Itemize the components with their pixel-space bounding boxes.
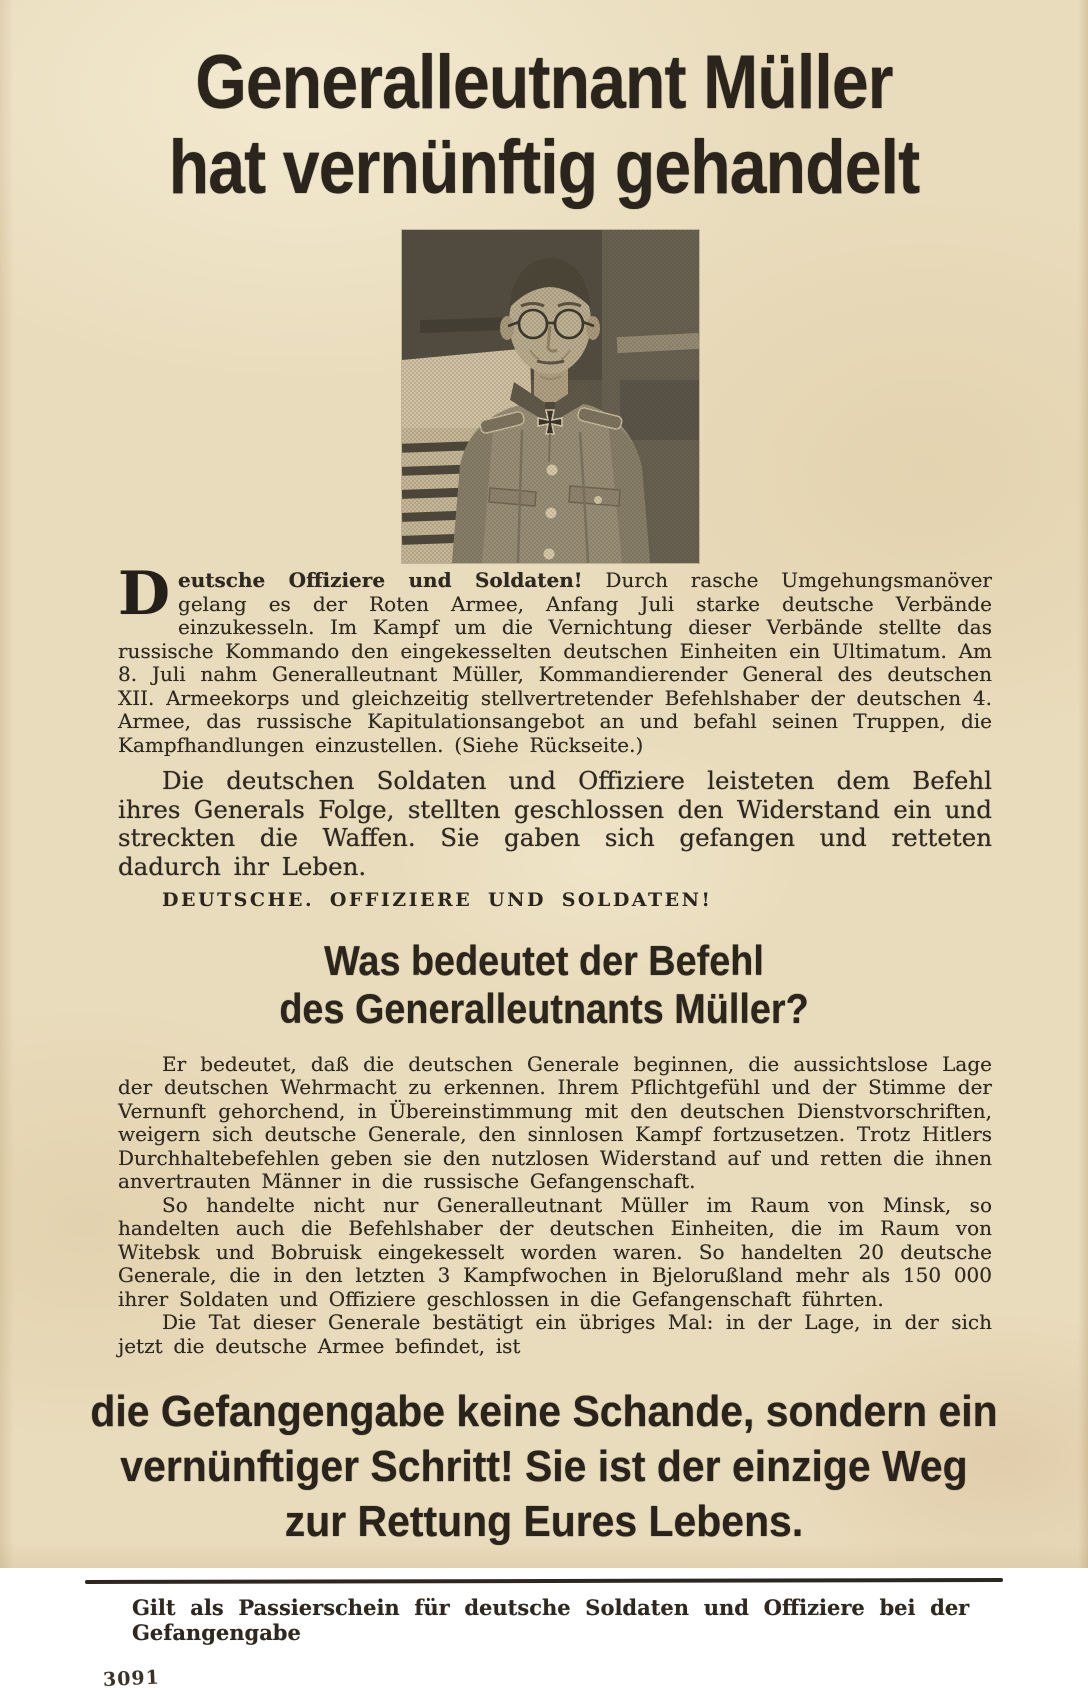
section-heading-line2: des Generalleutnants Müller? xyxy=(279,985,809,1033)
footer-divider-rule xyxy=(85,1579,1003,1585)
mueller-portrait-photo xyxy=(402,230,699,563)
body-text-column-2 xyxy=(0,1053,1088,1359)
leaflet-serial-number: 3091 xyxy=(102,1666,161,1691)
paragraph-other-generals: So handelte nicht nur Generalleutnant Müller im Raum von Minsk, so handelten auch die Befehlshaber der deutschen Einheiten, die im Raum von Witebsk und Bobruisk eingekesselt worden waren. So handelten 20 deutsche Generale, die in den letzten 3 Kampfwochen in Bjelorußland mehr als 150 000 ihrer Soldaten und Offiziere geschlossen in die Gefangenschaft führten. xyxy=(118,1192,992,1311)
paragraph-meaning: Er bedeutet, daß die deutschen Generale beginnen, die aussichtslose Lage der deutschen Wehrmacht zu erkennen. Ihrem Pflichtgefühl und der Stimme der Vernunft gehorchend, in Übereinstimmung mit den deutschen Dienstvorschriften, weigern sich deutsche Generale, den sinnlosen Kampf fortzusetzen. Trotz Hitlers Durchhaltebefehlen geben sie den nutzlosen Widerstand auf und retten die ihnen anvertrauten Männer in die russische Gefangenschaft. xyxy=(118,1051,992,1194)
slogan-statement xyxy=(38,1384,1050,1549)
section-heading-line1: Was bedeutet der Befehl xyxy=(324,937,764,985)
callout-address-line: DEUTSCHE. OFFIZIERE UND SOLDATEN! xyxy=(162,889,713,912)
slogan-line1: die Gefangengabe keine Schande, sondern ein xyxy=(90,1387,998,1437)
paragraph-conclusion-lead: Die Tat dieser Generale bestätigt ein übriges Mal: in der Lage, in der sich jetzt die deutsche Armee befindet, ist xyxy=(118,1310,992,1358)
paragraph-surrender: Die deutschen Soldaten und Offiziere leisteten dem Befehl ihres Generals Folge, stellten geschlossen den Widerstand ein und streckten die Waffen. Sie gaben sich gefangen und retteten dadurch ihr Leben. xyxy=(118,766,992,881)
paragraph-intro-bold-lead: eutsche Offiziere und Soldaten! xyxy=(178,568,583,593)
portrait-photo-illustration xyxy=(402,230,699,563)
page-title xyxy=(71,0,1018,210)
section-heading xyxy=(54,937,1033,1033)
page-title-line1: Generalleutnant Müller xyxy=(195,40,893,125)
dropcap-d: D xyxy=(118,559,171,630)
safe-conduct-pass-line: Gilt als Passierschein für deutsche Soldaten und Offiziere bei der Gefangengabe xyxy=(132,1595,970,1646)
slogan-line3: zur Rettung Eures Lebens. xyxy=(284,1497,804,1547)
body-text-column xyxy=(0,559,1088,912)
slogan-line2: vernünftiger Schritt! Sie ist der einzige Weg xyxy=(120,1442,968,1492)
paragraph-intro xyxy=(118,559,992,757)
paragraph-intro-text: Durch rasche Umgehungsmanöver gelang es der Roten Armee, Anfang Juli starke deutsche Verbände einzukesseln. Im Kampf um die Vernichtung dieser Verbände stellte das russische Kommando den eingekesselten deutschen Einheiten ein Ultimatum. Am 8. Juli nahm Generalleutnant Müller, Kommandierender General des deutschen XII. Armeekorps und gleichzeitig stellvertretender Befehlshaber der deutschen 4. Armee, das russische Kapitulationsangebot an und befahl seinen Truppen, die Kampfhandlungen einzustellen. (Siehe Rückseite.) xyxy=(118,568,992,757)
page-title-line2: hat vernünftig gehandelt xyxy=(168,125,920,211)
